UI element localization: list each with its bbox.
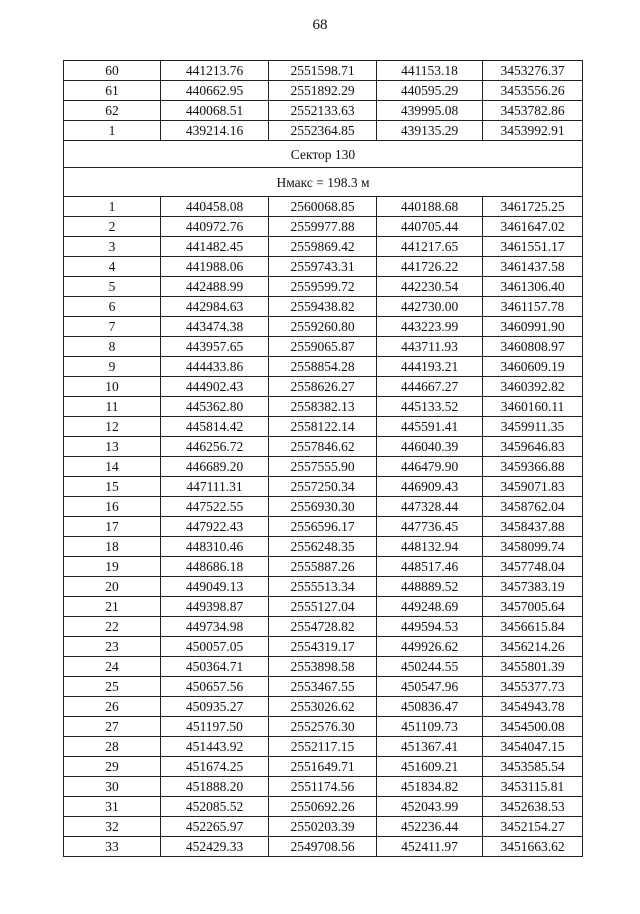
y-msk-coordinate-cell: 3456214.26: [483, 637, 583, 657]
y-coordinate-cell: 2557846.62: [269, 437, 377, 457]
x-coordinate-cell: 450935.27: [161, 697, 269, 717]
y-msk-coordinate-cell: 3455377.73: [483, 677, 583, 697]
y-msk-coordinate-cell: 3461551.17: [483, 237, 583, 257]
x-coordinate-cell: 446256.72: [161, 437, 269, 457]
point-number-cell: 5: [64, 277, 161, 297]
x-msk-coordinate-cell: 449926.62: [377, 637, 483, 657]
x-coordinate-cell: 451197.50: [161, 717, 269, 737]
y-coordinate-cell: 2551892.29: [269, 81, 377, 101]
y-msk-coordinate-cell: 3452638.53: [483, 797, 583, 817]
x-coordinate-cell: 451674.25: [161, 757, 269, 777]
x-msk-coordinate-cell: 447328.44: [377, 497, 483, 517]
table-row: [64, 537, 583, 557]
point-number-cell: 12: [64, 417, 161, 437]
y-coordinate-cell: 2553898.58: [269, 657, 377, 677]
table-row: [64, 217, 583, 237]
table-row: [64, 297, 583, 317]
table-row: [64, 101, 583, 121]
x-msk-coordinate-cell: 451609.21: [377, 757, 483, 777]
y-coordinate-cell: 2557555.90: [269, 457, 377, 477]
y-coordinate-cell: 2558382.13: [269, 397, 377, 417]
x-coordinate-cell: 451888.20: [161, 777, 269, 797]
x-msk-coordinate-cell: 440595.29: [377, 81, 483, 101]
x-msk-coordinate-cell: 446479.90: [377, 457, 483, 477]
y-coordinate-cell: 2553026.62: [269, 697, 377, 717]
point-number-cell: 4: [64, 257, 161, 277]
sector-rows: [64, 197, 583, 857]
x-msk-coordinate-cell: 452411.97: [377, 837, 483, 857]
table-row: [64, 637, 583, 657]
y-msk-coordinate-cell: 3457005.64: [483, 597, 583, 617]
y-coordinate-cell: 2551174.56: [269, 777, 377, 797]
y-coordinate-cell: 2559065.87: [269, 337, 377, 357]
x-msk-coordinate-cell: 444193.21: [377, 357, 483, 377]
x-msk-coordinate-cell: 444667.27: [377, 377, 483, 397]
x-msk-coordinate-cell: 449594.53: [377, 617, 483, 637]
table-row: [64, 417, 583, 437]
hmax-label: Нмакс = 198.3 м: [64, 168, 583, 197]
x-coordinate-cell: 447522.55: [161, 497, 269, 517]
y-coordinate-cell: 2555887.26: [269, 557, 377, 577]
point-number-cell: 1: [64, 121, 161, 141]
y-msk-coordinate-cell: 3454047.15: [483, 737, 583, 757]
y-msk-coordinate-cell: 3460991.90: [483, 317, 583, 337]
y-msk-coordinate-cell: 3460392.82: [483, 377, 583, 397]
y-coordinate-cell: 2549708.56: [269, 837, 377, 857]
x-coordinate-cell: 449734.98: [161, 617, 269, 637]
point-number-cell: 1: [64, 197, 161, 217]
x-msk-coordinate-cell: 451834.82: [377, 777, 483, 797]
y-coordinate-cell: 2555513.34: [269, 577, 377, 597]
x-coordinate-cell: 440068.51: [161, 101, 269, 121]
y-coordinate-cell: 2556248.35: [269, 537, 377, 557]
sector-header: [64, 141, 583, 197]
previous-sector-rows: [64, 61, 583, 141]
x-coordinate-cell: 452085.52: [161, 797, 269, 817]
table-row: [64, 837, 583, 857]
x-coordinate-cell: 448310.46: [161, 537, 269, 557]
x-coordinate-cell: 450364.71: [161, 657, 269, 677]
y-coordinate-cell: 2552576.30: [269, 717, 377, 737]
point-number-cell: 22: [64, 617, 161, 637]
y-msk-coordinate-cell: 3459646.83: [483, 437, 583, 457]
y-coordinate-cell: 2559260.80: [269, 317, 377, 337]
x-coordinate-cell: 447111.31: [161, 477, 269, 497]
x-msk-coordinate-cell: 441726.22: [377, 257, 483, 277]
table-row: [64, 557, 583, 577]
point-number-cell: 10: [64, 377, 161, 397]
x-msk-coordinate-cell: 446040.39: [377, 437, 483, 457]
table-row: [64, 437, 583, 457]
point-number-cell: 21: [64, 597, 161, 617]
point-number-cell: 18: [64, 537, 161, 557]
y-coordinate-cell: 2558122.14: [269, 417, 377, 437]
table-row: [64, 457, 583, 477]
x-coordinate-cell: 446689.20: [161, 457, 269, 477]
point-number-cell: 19: [64, 557, 161, 577]
table-row: [64, 237, 583, 257]
table-row: [64, 717, 583, 737]
table-row: [64, 257, 583, 277]
table-row: [64, 797, 583, 817]
point-number-cell: 62: [64, 101, 161, 121]
table-row: [64, 497, 583, 517]
point-number-cell: 27: [64, 717, 161, 737]
y-msk-coordinate-cell: 3459366.88: [483, 457, 583, 477]
y-coordinate-cell: 2554319.17: [269, 637, 377, 657]
table-row: [64, 81, 583, 101]
x-msk-coordinate-cell: 442730.00: [377, 297, 483, 317]
table-row: [64, 617, 583, 637]
x-coordinate-cell: 447922.43: [161, 517, 269, 537]
y-coordinate-cell: 2552364.85: [269, 121, 377, 141]
y-coordinate-cell: 2554728.82: [269, 617, 377, 637]
x-coordinate-cell: 449398.87: [161, 597, 269, 617]
y-msk-coordinate-cell: 3461647.02: [483, 217, 583, 237]
x-coordinate-cell: 445362.80: [161, 397, 269, 417]
y-coordinate-cell: 2551649.71: [269, 757, 377, 777]
x-coordinate-cell: 450657.56: [161, 677, 269, 697]
table-row: [64, 817, 583, 837]
x-msk-coordinate-cell: 440705.44: [377, 217, 483, 237]
y-coordinate-cell: 2552133.63: [269, 101, 377, 121]
x-coordinate-cell: 450057.05: [161, 637, 269, 657]
y-msk-coordinate-cell: 3461437.58: [483, 257, 583, 277]
x-msk-coordinate-cell: 443223.99: [377, 317, 483, 337]
y-coordinate-cell: 2550203.39: [269, 817, 377, 837]
y-msk-coordinate-cell: 3453556.26: [483, 81, 583, 101]
x-msk-coordinate-cell: 450244.55: [377, 657, 483, 677]
y-coordinate-cell: 2553467.55: [269, 677, 377, 697]
y-msk-coordinate-cell: 3456615.84: [483, 617, 583, 637]
x-coordinate-cell: 449049.13: [161, 577, 269, 597]
table-row: [64, 597, 583, 617]
y-coordinate-cell: 2559977.88: [269, 217, 377, 237]
point-number-cell: 6: [64, 297, 161, 317]
x-msk-coordinate-cell: 446909.43: [377, 477, 483, 497]
x-coordinate-cell: 440458.08: [161, 197, 269, 217]
y-coordinate-cell: 2560068.85: [269, 197, 377, 217]
y-coordinate-cell: 2550692.26: [269, 797, 377, 817]
point-number-cell: 15: [64, 477, 161, 497]
point-number-cell: 28: [64, 737, 161, 757]
table-row: [64, 577, 583, 597]
x-coordinate-cell: 445814.42: [161, 417, 269, 437]
y-msk-coordinate-cell: 3460609.19: [483, 357, 583, 377]
point-number-cell: 13: [64, 437, 161, 457]
x-msk-coordinate-cell: 452236.44: [377, 817, 483, 837]
table-row: [64, 337, 583, 357]
y-coordinate-cell: 2556930.30: [269, 497, 377, 517]
table-row: [64, 317, 583, 337]
y-msk-coordinate-cell: 3453782.86: [483, 101, 583, 121]
y-msk-coordinate-cell: 3457383.19: [483, 577, 583, 597]
point-number-cell: 25: [64, 677, 161, 697]
table-row: [64, 61, 583, 81]
y-msk-coordinate-cell: 3453276.37: [483, 61, 583, 81]
x-msk-coordinate-cell: 443711.93: [377, 337, 483, 357]
point-number-cell: 9: [64, 357, 161, 377]
y-msk-coordinate-cell: 3453992.91: [483, 121, 583, 141]
y-msk-coordinate-cell: 3460160.11: [483, 397, 583, 417]
table-row: [64, 677, 583, 697]
x-msk-coordinate-cell: 439135.29: [377, 121, 483, 141]
y-msk-coordinate-cell: 3460808.97: [483, 337, 583, 357]
x-msk-coordinate-cell: 440188.68: [377, 197, 483, 217]
x-coordinate-cell: 452429.33: [161, 837, 269, 857]
table-row: [64, 657, 583, 677]
point-number-cell: 30: [64, 777, 161, 797]
coordinates-table: [63, 60, 583, 857]
y-coordinate-cell: 2555127.04: [269, 597, 377, 617]
y-msk-coordinate-cell: 3458099.74: [483, 537, 583, 557]
point-number-cell: 31: [64, 797, 161, 817]
page-number: 68: [312, 17, 328, 33]
point-number-cell: 11: [64, 397, 161, 417]
point-number-cell: 16: [64, 497, 161, 517]
x-coordinate-cell: 452265.97: [161, 817, 269, 837]
point-number-cell: 60: [64, 61, 161, 81]
y-coordinate-cell: 2559599.72: [269, 277, 377, 297]
x-msk-coordinate-cell: 445591.41: [377, 417, 483, 437]
y-msk-coordinate-cell: 3459071.83: [483, 477, 583, 497]
x-msk-coordinate-cell: 451367.41: [377, 737, 483, 757]
table-row: [64, 757, 583, 777]
x-msk-coordinate-cell: 441153.18: [377, 61, 483, 81]
x-coordinate-cell: 443474.38: [161, 317, 269, 337]
table-row: [64, 697, 583, 717]
x-msk-coordinate-cell: 447736.45: [377, 517, 483, 537]
y-msk-coordinate-cell: 3457748.04: [483, 557, 583, 577]
x-coordinate-cell: 448686.18: [161, 557, 269, 577]
y-msk-coordinate-cell: 3461725.25: [483, 197, 583, 217]
x-msk-coordinate-cell: 439995.08: [377, 101, 483, 121]
table-row: [64, 121, 583, 141]
x-coordinate-cell: 439214.16: [161, 121, 269, 141]
x-coordinate-cell: 440662.95: [161, 81, 269, 101]
x-coordinate-cell: 451443.92: [161, 737, 269, 757]
y-coordinate-cell: 2556596.17: [269, 517, 377, 537]
point-number-cell: 23: [64, 637, 161, 657]
y-coordinate-cell: 2559438.82: [269, 297, 377, 317]
y-coordinate-cell: 2557250.34: [269, 477, 377, 497]
point-number-cell: 29: [64, 757, 161, 777]
table-row: [64, 477, 583, 497]
x-msk-coordinate-cell: 448889.52: [377, 577, 483, 597]
table-row: [64, 777, 583, 797]
x-coordinate-cell: 442984.63: [161, 297, 269, 317]
y-coordinate-cell: 2558854.28: [269, 357, 377, 377]
y-msk-coordinate-cell: 3454943.78: [483, 697, 583, 717]
x-coordinate-cell: 441213.76: [161, 61, 269, 81]
y-msk-coordinate-cell: 3455801.39: [483, 657, 583, 677]
y-msk-coordinate-cell: 3461306.40: [483, 277, 583, 297]
table-row: [64, 277, 583, 297]
x-msk-coordinate-cell: 442230.54: [377, 277, 483, 297]
y-msk-coordinate-cell: 3453585.54: [483, 757, 583, 777]
point-number-cell: 14: [64, 457, 161, 477]
x-coordinate-cell: 444433.86: [161, 357, 269, 377]
x-msk-coordinate-cell: 448132.94: [377, 537, 483, 557]
y-msk-coordinate-cell: 3454500.08: [483, 717, 583, 737]
y-msk-coordinate-cell: 3451663.62: [483, 837, 583, 857]
table-row: [64, 197, 583, 217]
y-msk-coordinate-cell: 3458762.04: [483, 497, 583, 517]
point-number-cell: 32: [64, 817, 161, 837]
x-coordinate-cell: 442488.99: [161, 277, 269, 297]
y-msk-coordinate-cell: 3461157.78: [483, 297, 583, 317]
table-row: [64, 397, 583, 417]
x-msk-coordinate-cell: 449248.69: [377, 597, 483, 617]
point-number-cell: 8: [64, 337, 161, 357]
y-coordinate-cell: 2559869.42: [269, 237, 377, 257]
table-row: [64, 737, 583, 757]
y-msk-coordinate-cell: 3458437.88: [483, 517, 583, 537]
x-msk-coordinate-cell: 445133.52: [377, 397, 483, 417]
point-number-cell: 20: [64, 577, 161, 597]
y-msk-coordinate-cell: 3452154.27: [483, 817, 583, 837]
table-row: [64, 357, 583, 377]
x-msk-coordinate-cell: 450547.96: [377, 677, 483, 697]
point-number-cell: 3: [64, 237, 161, 257]
x-msk-coordinate-cell: 441217.65: [377, 237, 483, 257]
y-coordinate-cell: 2558626.27: [269, 377, 377, 397]
point-number-cell: 17: [64, 517, 161, 537]
y-msk-coordinate-cell: 3453115.81: [483, 777, 583, 797]
x-msk-coordinate-cell: 452043.99: [377, 797, 483, 817]
y-coordinate-cell: 2552117.15: [269, 737, 377, 757]
x-msk-coordinate-cell: 448517.46: [377, 557, 483, 577]
y-coordinate-cell: 2559743.31: [269, 257, 377, 277]
x-msk-coordinate-cell: 451109.73: [377, 717, 483, 737]
x-coordinate-cell: 444902.43: [161, 377, 269, 397]
point-number-cell: 33: [64, 837, 161, 857]
x-coordinate-cell: 441482.45: [161, 237, 269, 257]
x-msk-coordinate-cell: 450836.47: [377, 697, 483, 717]
point-number-cell: 26: [64, 697, 161, 717]
point-number-cell: 61: [64, 81, 161, 101]
table-row: [64, 377, 583, 397]
point-number-cell: 7: [64, 317, 161, 337]
x-coordinate-cell: 441988.06: [161, 257, 269, 277]
table-row: [64, 517, 583, 537]
y-coordinate-cell: 2551598.71: [269, 61, 377, 81]
y-msk-coordinate-cell: 3459911.35: [483, 417, 583, 437]
sector-title: Сектор 130: [64, 141, 583, 168]
x-coordinate-cell: 443957.65: [161, 337, 269, 357]
point-number-cell: 24: [64, 657, 161, 677]
point-number-cell: 2: [64, 217, 161, 237]
x-coordinate-cell: 440972.76: [161, 217, 269, 237]
